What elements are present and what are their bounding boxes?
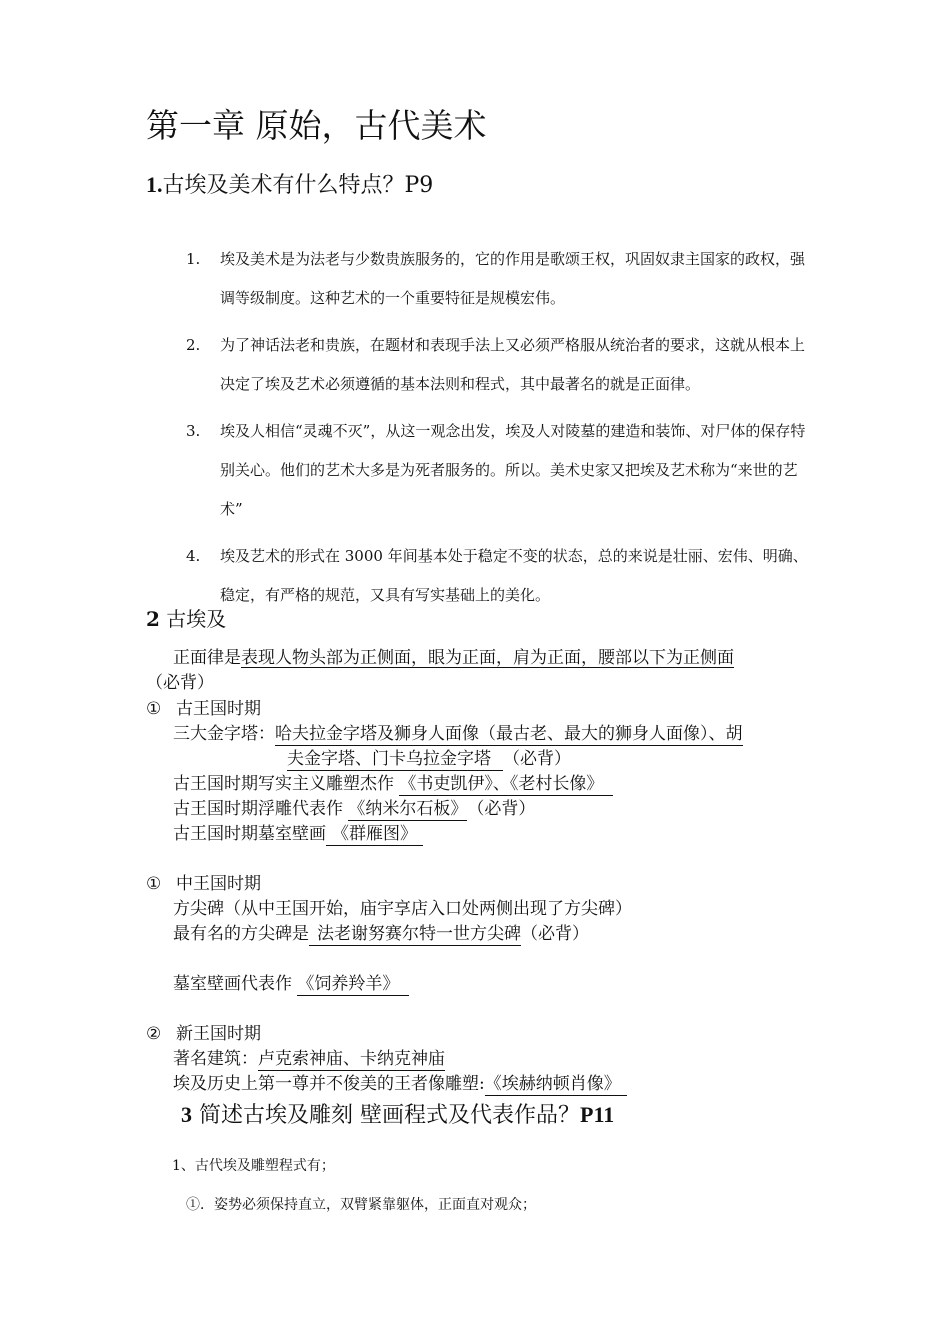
famous-obelisk-line [173,922,589,947]
question-1-title: 古埃及美术有什么特点？P9 [162,173,434,198]
akhenaten-label: 埃及历史上第一尊并不俊美的王者像雕塑: [173,1074,485,1094]
list-item [146,326,816,404]
list-item-text: 埃及人相信“灵魂不灭”，从这一观念出发，埃及人对陵墓的建造和装饰、对尸体的保存特别关心。他们的艺术大多是为死者服务的。所以。美术史家又把埃及艺术称为“来世的艺术” [220,422,806,518]
relief-line [173,797,535,822]
architecture-label: 著名建筑： [173,1049,258,1069]
architecture-value: 卢克索神庙、卡纳克神庙 [258,1049,445,1069]
pyramids-line-1 [173,722,743,747]
list-item-number: 2. [186,336,201,354]
frontal-law-label: 正面律是 [173,648,241,668]
old-mural-value: 《群雁图》 [326,823,423,846]
akhenaten-line [173,1072,627,1097]
famous-obelisk-label: 最有名的方尖碑是 [173,924,309,944]
pyramids-label: 三大金字塔： [173,724,275,744]
frontal-law-definition: 表现人物头部为正侧面，眼为正面，肩为正面，腰部以下为正侧面 [241,648,734,668]
question-3-heading [181,1100,614,1131]
famous-obelisk-note: （必背） [521,924,589,944]
section-2-heading [146,605,226,633]
realist-sculpture-value: 《书吏凯伊》、《老村长像》 [399,773,613,796]
middle-mural-value: 《饲养羚羊》 [297,973,409,996]
relief-value: 《纳米尔石板》 [348,799,468,819]
circled-marker: ① [146,699,162,719]
pyramids-note: （必背） [503,749,571,769]
list-item [146,537,816,615]
circled-marker: ② [146,1024,162,1044]
list-item-text: 为了神话法老和贵族，在题材和表现手法上又必须严格服从统治者的要求，这就从根本上决定了埃及艺术必须遵循的基本法则和程式，其中最著名的就是正面律。 [220,336,806,393]
list-item-number: 3. [186,422,201,440]
middle-kingdom-title: 中王国时期 [176,874,261,894]
list-item-number: 1. [186,250,201,268]
question-3-title: 简述古埃及雕刻 壁画程式及代表作品？ [199,1103,580,1128]
relief-note: （必背） [467,799,536,819]
list-item-text: 埃及艺术的形式在 3000 年间基本处于稳定不变的状态，总的来说是壮丽、宏伟、明确、稳定，有严格的规范，又具有写实基础上的美化。 [220,547,808,604]
list-item [146,240,816,318]
pyramids-value-line-2: 夫金字塔、门卡乌拉金字塔 [287,748,503,771]
list-item [146,412,816,529]
q3-line-2: ①．姿势必须保持直立，双臂紧靠躯体，正面直对观众； [186,1197,536,1213]
relief-label: 古王国时期浮雕代表作 [173,799,343,819]
middle-mural-label: 墓室壁画代表作 [173,974,292,994]
pyramids-line-2 [287,747,571,772]
pyramids-value-line-1: 哈夫拉金字塔及狮身人面像（最古老、最大的狮身人面像）、胡 [275,724,743,744]
question-3-number: 3 [181,1102,192,1127]
section-2-title: 古埃及 [166,607,227,631]
middle-mural-line [173,972,409,997]
realist-sculpture-label: 古王国时期写实主义雕塑杰作 [173,774,394,794]
middle-kingdom-heading [146,872,261,897]
question-3-page-ref: P11 [580,1102,615,1127]
circled-marker: ① [146,874,162,894]
old-mural-label: 古王国时期墓室壁画 [173,824,326,844]
akhenaten-value: 《埃赫纳顿肖像》 [485,1073,627,1096]
question-1-number: 1. [146,172,163,197]
new-kingdom-title: 新王国时期 [176,1024,261,1044]
list-item-number: 4. [186,547,201,565]
list-item-text: 埃及美术是为法老与少数贵族服务的，它的作用是歌颂王权，巩固奴隶主国家的政权，强调等级制度。这种艺术的一个重要特征是规模宏伟。 [220,250,806,307]
new-kingdom-heading [146,1022,261,1047]
old-kingdom-heading [146,697,261,722]
architecture-line [173,1047,445,1072]
obelisk-line: 方尖碑（从中王国开始，庙宇享店入口处两侧出现了方尖碑） [173,899,632,919]
realist-sculpture-line [173,772,613,797]
egypt-features-list [146,240,816,623]
section-2-number: 2 [146,607,160,631]
old-mural-line [173,822,423,847]
frontal-law-line [173,646,734,671]
question-1-heading [146,170,433,201]
q3-line-1: 1、古代埃及雕塑程式有； [172,1158,335,1174]
famous-obelisk-value: 法老谢努赛尔特一世方尖碑 [309,923,521,946]
frontal-law-note: （必背） [146,673,214,693]
old-kingdom-title: 古王国时期 [176,699,261,719]
chapter-title: 第一章 原始，古代美术 [146,106,487,145]
